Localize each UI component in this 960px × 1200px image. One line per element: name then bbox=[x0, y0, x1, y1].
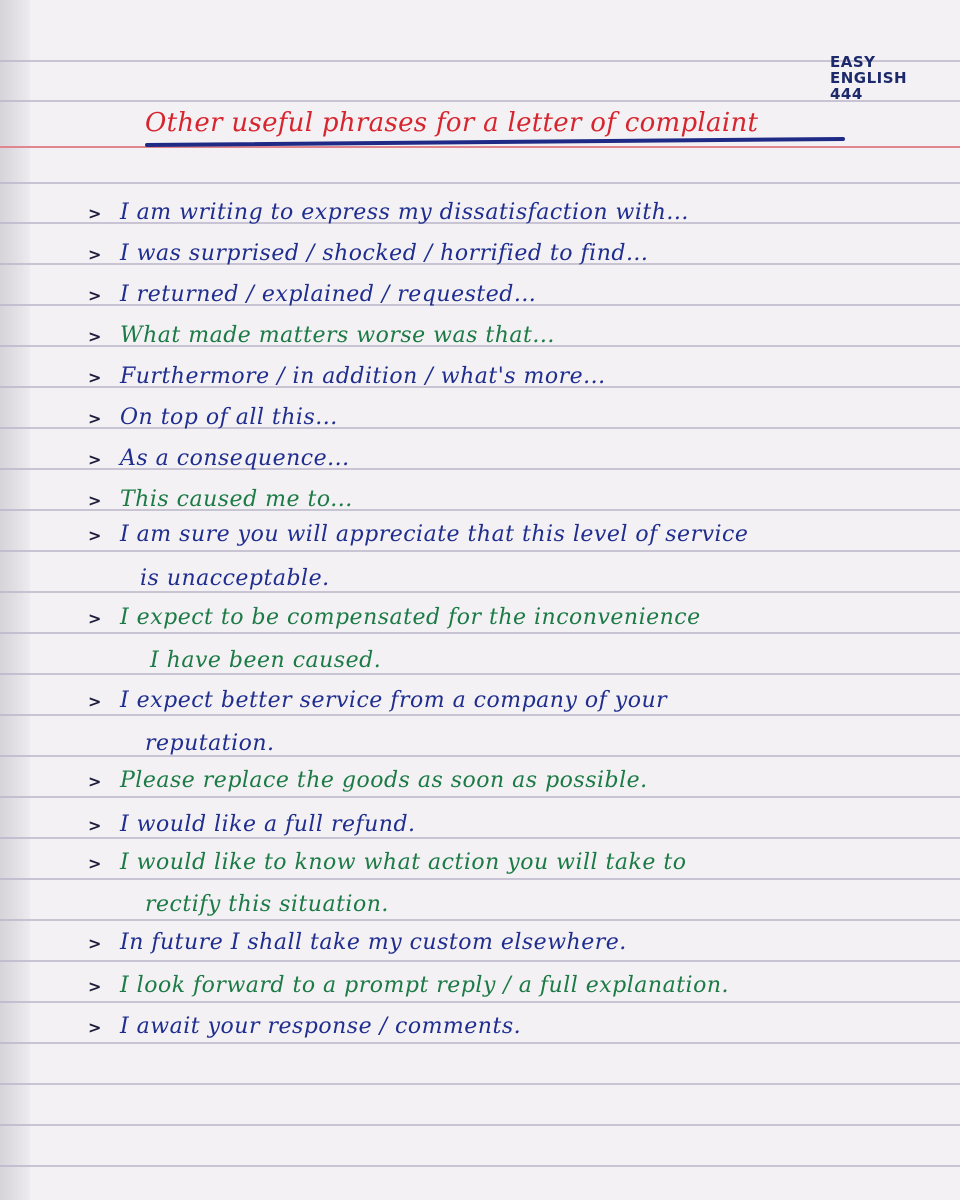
ruled-line bbox=[0, 1001, 960, 1003]
ruled-line bbox=[0, 591, 960, 593]
bullet-mark: > bbox=[88, 368, 102, 387]
bullet-mark: > bbox=[88, 450, 102, 469]
list-item bbox=[88, 487, 353, 512]
bullet-mark: > bbox=[88, 977, 102, 996]
bullet-mark: > bbox=[88, 409, 102, 428]
list-item bbox=[88, 973, 729, 998]
list-item bbox=[88, 282, 536, 307]
list-item bbox=[88, 241, 648, 266]
list-item bbox=[88, 200, 689, 225]
phrase-text: As a consequence... bbox=[120, 446, 350, 471]
bullet-mark: > bbox=[88, 934, 102, 953]
bullet-mark: > bbox=[88, 286, 102, 305]
ruled-line bbox=[0, 1165, 960, 1167]
ruled-line bbox=[0, 550, 960, 552]
phrase-text: I returned / explained / requested... bbox=[120, 282, 537, 307]
list-item bbox=[88, 1014, 521, 1039]
ruled-line bbox=[0, 796, 960, 798]
list-item bbox=[88, 688, 667, 713]
list-item bbox=[88, 812, 416, 837]
brand-label bbox=[830, 54, 940, 102]
bullet-mark: > bbox=[88, 772, 102, 791]
list-item bbox=[88, 605, 701, 630]
phrase-text: I am writing to express my dissatisfaction with... bbox=[120, 200, 689, 225]
ruled-line bbox=[0, 960, 960, 962]
list-item bbox=[88, 930, 627, 955]
phrase-text: I am sure you will appreciate that this level of service bbox=[120, 522, 749, 547]
ruled-line bbox=[0, 837, 960, 839]
notebook-spine bbox=[0, 0, 30, 1200]
ruled-line bbox=[0, 1124, 960, 1126]
list-item bbox=[88, 323, 555, 348]
bullet-mark: > bbox=[88, 491, 102, 510]
phrase-continuation: rectify this situation. bbox=[145, 892, 389, 917]
ruled-line bbox=[0, 878, 960, 880]
bullet-mark: > bbox=[88, 526, 102, 545]
bullet-mark: > bbox=[88, 245, 102, 264]
ruled-line bbox=[0, 100, 960, 102]
phrase-text: In future I shall take my custom elsewhere. bbox=[120, 930, 627, 955]
list-item bbox=[88, 522, 748, 547]
phrase-text: I expect to be compensated for the inconvenience bbox=[120, 605, 701, 630]
bullet-mark: > bbox=[88, 204, 102, 223]
list-item bbox=[88, 364, 606, 389]
list-item bbox=[88, 446, 350, 471]
list-item bbox=[88, 768, 648, 793]
phrase-text: On top of all this... bbox=[120, 405, 338, 430]
phrase-text: I look forward to a prompt reply / a full explanation. bbox=[120, 973, 729, 998]
phrase-text: Furthermore / in addition / what's more... bbox=[120, 364, 606, 389]
list-item bbox=[88, 850, 686, 875]
phrase-text: I expect better service from a company of your bbox=[120, 688, 668, 713]
phrase-text: This caused me to... bbox=[120, 487, 353, 512]
bullet-mark: > bbox=[88, 327, 102, 346]
ruled-line bbox=[0, 632, 960, 634]
list-item bbox=[88, 405, 338, 430]
bullet-mark: > bbox=[88, 1018, 102, 1037]
phrase-text: I was surprised / shocked / horrified to find... bbox=[120, 241, 649, 266]
brand-line: EASY bbox=[830, 53, 876, 71]
phrase-continuation: I have been caused. bbox=[150, 648, 382, 673]
phrase-text: I would like a full refund. bbox=[120, 812, 416, 837]
phrase-text: Please replace the goods as soon as possible. bbox=[120, 768, 648, 793]
bullet-mark: > bbox=[88, 609, 102, 628]
brand-line: 444 bbox=[830, 85, 863, 103]
bullet-mark: > bbox=[88, 816, 102, 835]
ruled-line bbox=[0, 755, 960, 757]
ruled-line bbox=[0, 1083, 960, 1085]
ruled-line bbox=[0, 919, 960, 921]
bullet-mark: > bbox=[88, 692, 102, 711]
phrase-text: I would like to know what action you will take to bbox=[120, 850, 687, 875]
ruled-line bbox=[0, 1042, 960, 1044]
phrase-continuation: is unacceptable. bbox=[140, 566, 330, 591]
brand-line: ENGLISH bbox=[830, 69, 908, 87]
ruled-line bbox=[0, 714, 960, 716]
phrase-continuation: reputation. bbox=[145, 731, 275, 756]
ruled-line bbox=[0, 60, 960, 62]
ruled-line bbox=[0, 673, 960, 675]
page-title: Other useful phrases for a letter of complaint bbox=[145, 108, 759, 138]
header-margin-line bbox=[0, 146, 960, 148]
phrase-text: I await your response / comments. bbox=[120, 1014, 522, 1039]
bullet-mark: > bbox=[88, 854, 102, 873]
ruled-line bbox=[0, 182, 960, 184]
phrase-text: What made matters worse was that... bbox=[120, 323, 555, 348]
